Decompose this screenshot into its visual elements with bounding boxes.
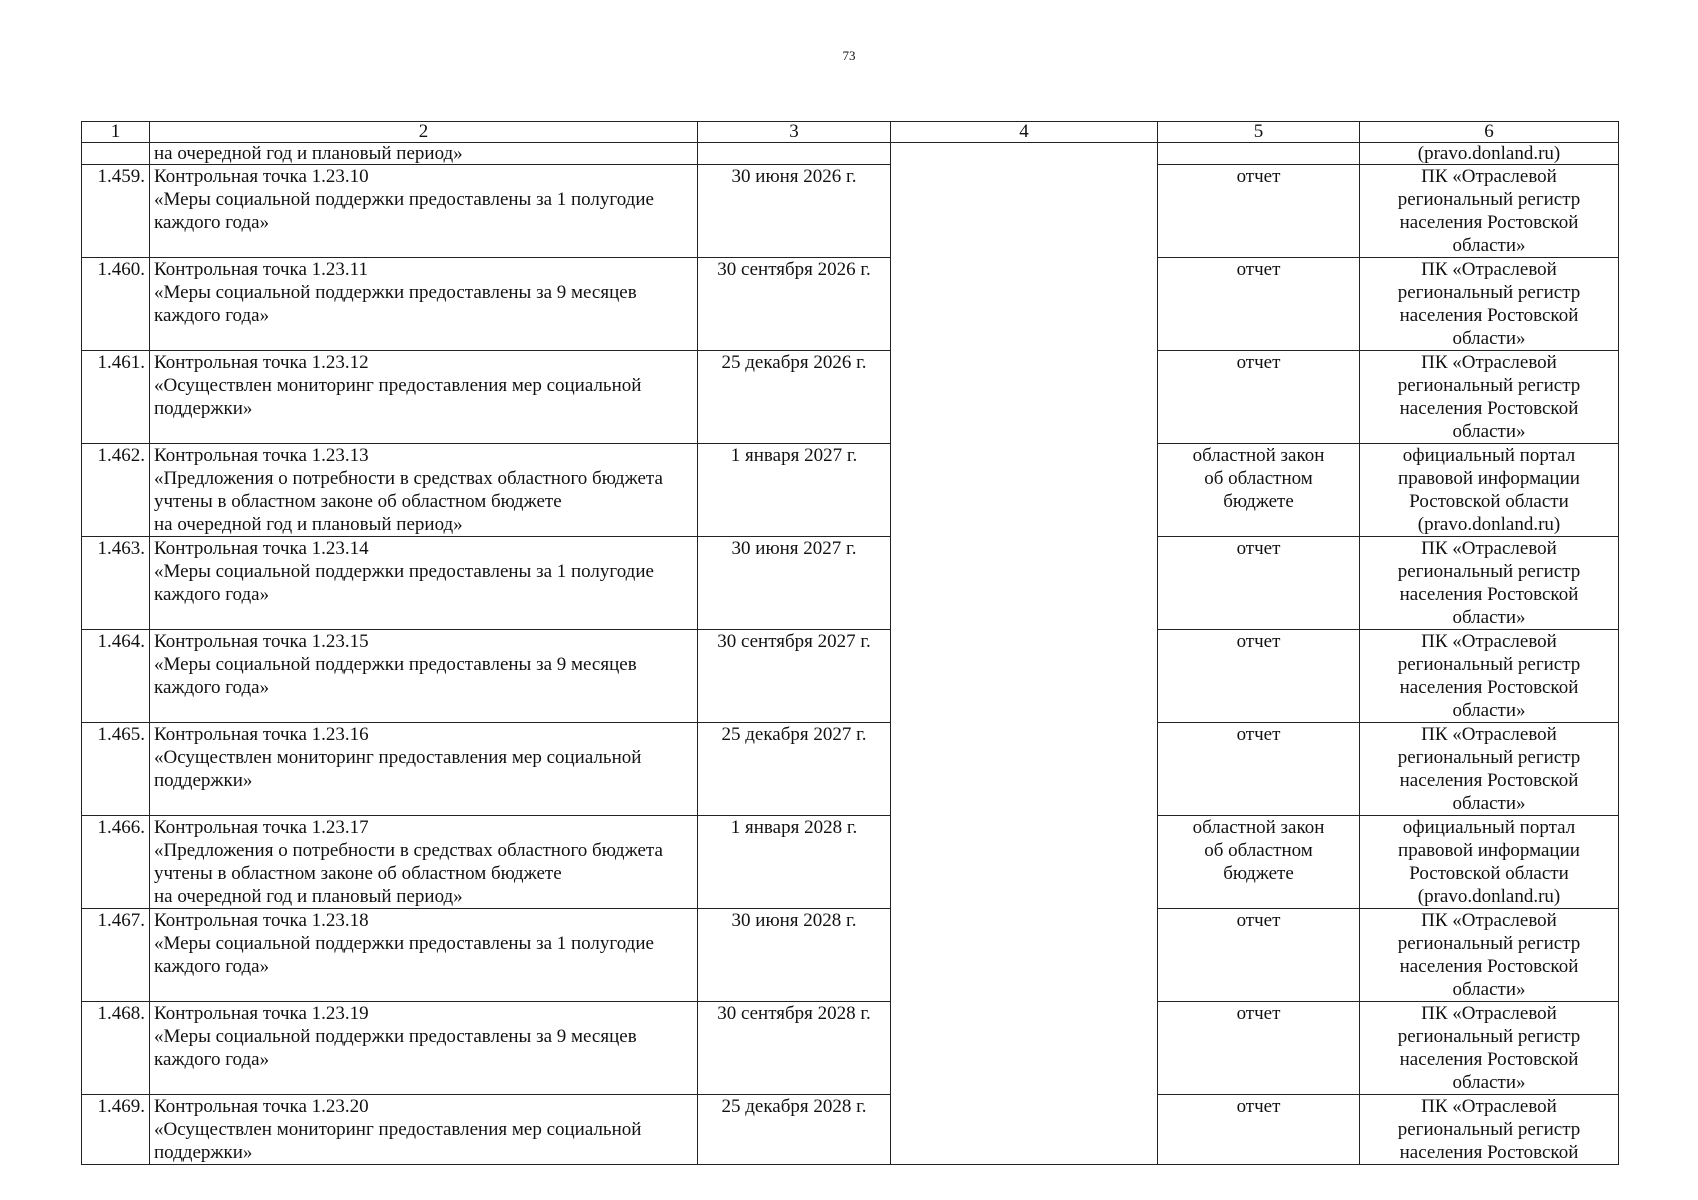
row-source-cell: ПК «Отраслевой региональный регистр населения Ростовской области»	[1360, 1002, 1619, 1095]
table-row	[82, 258, 1619, 351]
table-row	[82, 444, 1619, 537]
row-source-cell: ПК «Отраслевой региональный регистр населения Ростовской области»	[1360, 351, 1619, 444]
table-row	[82, 1095, 1619, 1165]
row-number-cell: 1.465.	[82, 723, 150, 816]
row-date-cell: 30 июня 2027 г.	[698, 537, 891, 630]
row-document-cell: областной закон об областном бюджете	[1158, 816, 1360, 909]
row-name-cell: Контрольная точка 1.23.19 «Меры социальной поддержки предоставлены за 9 месяцев каждого года»	[150, 1002, 698, 1095]
row-source-cell: ПК «Отраслевой региональный регистр населения Ростовской области»	[1360, 723, 1619, 816]
column-number: 5	[1158, 122, 1360, 143]
row-source-cell: ПК «Отраслевой региональный регистр населения Ростовской области»	[1360, 165, 1619, 258]
row-source-cell: ПК «Отраслевой региональный регистр населения Ростовской области»	[1360, 630, 1619, 723]
table-row	[82, 1002, 1619, 1095]
row-document-cell: отчет	[1158, 165, 1360, 258]
row-date-cell: 1 января 2028 г.	[698, 816, 891, 909]
row-number-cell: 1.459.	[82, 165, 150, 258]
row-number-cell: 1.461.	[82, 351, 150, 444]
row-date-cell: 30 сентября 2027 г.	[698, 630, 891, 723]
column-number: 4	[891, 122, 1158, 143]
table-row	[82, 816, 1619, 909]
row-name-cell: Контрольная точка 1.23.18 «Меры социальной поддержки предоставлены за 1 полугодие каждого года»	[150, 909, 698, 1002]
row-name-cell: Контрольная точка 1.23.11 «Меры социальной поддержки предоставлены за 9 месяцев каждого года»	[150, 258, 698, 351]
row-name-cell: Контрольная точка 1.23.10 «Меры социальной поддержки предоставлены за 1 полугодие каждого года»	[150, 165, 698, 258]
row-date-cell: 25 декабря 2026 г.	[698, 351, 891, 444]
row-number-cell: 1.460.	[82, 258, 150, 351]
row-source-cell: (pravo.donland.ru)	[1360, 143, 1619, 165]
row-source-cell: ПК «Отраслевой региональный регистр населения Ростовской области»	[1360, 258, 1619, 351]
row-document-cell: отчет	[1158, 351, 1360, 444]
column-number: 3	[698, 122, 891, 143]
table-row	[82, 165, 1619, 258]
row-date-cell: 30 сентября 2026 г.	[698, 258, 891, 351]
row-number-cell	[82, 143, 150, 165]
row-source-cell: ПК «Отраслевой региональный регистр населения Ростовской	[1360, 1095, 1619, 1165]
row-document-cell: отчет	[1158, 909, 1360, 1002]
table-row	[82, 351, 1619, 444]
row-document-cell: отчет	[1158, 258, 1360, 351]
row-name-cell: Контрольная точка 1.23.12 «Осуществлен мониторинг предоставления мер социальной поддержки»	[150, 351, 698, 444]
row-document-cell	[1158, 143, 1360, 165]
row-number-cell: 1.463.	[82, 537, 150, 630]
row-date-cell: 25 декабря 2027 г.	[698, 723, 891, 816]
row-document-cell: отчет	[1158, 537, 1360, 630]
column-number: 1	[82, 122, 150, 143]
page-number: 73	[842, 48, 856, 63]
row-date-cell: 30 июня 2028 г.	[698, 909, 891, 1002]
control-points-table	[81, 121, 1619, 1165]
row-document-cell: отчет	[1158, 723, 1360, 816]
row-name-cell: Контрольная точка 1.23.17 «Предложения о потребности в средствах областного бюджета учтены в областном законе об областном бюджете на очередной год и плановый период»	[150, 816, 698, 909]
row-date-cell: 25 декабря 2028 г.	[698, 1095, 891, 1165]
row-number-cell: 1.468.	[82, 1002, 150, 1095]
row-name-cell: Контрольная точка 1.23.14 «Меры социальной поддержки предоставлены за 1 полугодие каждого года»	[150, 537, 698, 630]
row-name-cell: Контрольная точка 1.23.15 «Меры социальной поддержки предоставлены за 9 месяцев каждого года»	[150, 630, 698, 723]
row-document-cell: отчет	[1158, 1002, 1360, 1095]
row-date-cell: 30 сентября 2028 г.	[698, 1002, 891, 1095]
row-date-cell: 1 января 2027 г.	[698, 444, 891, 537]
row-date-cell: 30 июня 2026 г.	[698, 165, 891, 258]
column-number-row	[82, 122, 1619, 143]
row-source-cell: ПК «Отраслевой региональный регистр населения Ростовской области»	[1360, 537, 1619, 630]
responsible-cell	[891, 143, 1158, 1165]
column-number: 6	[1360, 122, 1619, 143]
row-name-cell: на очередной год и плановый период»	[150, 143, 698, 165]
row-number-cell: 1.464.	[82, 630, 150, 723]
row-source-cell: ПК «Отраслевой региональный регистр населения Ростовской области»	[1360, 909, 1619, 1002]
row-source-cell: официальный портал правовой информации Ростовской области (pravo.donland.ru)	[1360, 444, 1619, 537]
row-document-cell: областной закон об областном бюджете	[1158, 444, 1360, 537]
table-row	[82, 630, 1619, 723]
row-name-cell: Контрольная точка 1.23.20 «Осуществлен мониторинг предоставления мер социальной поддержки»	[150, 1095, 698, 1165]
row-document-cell: отчет	[1158, 1095, 1360, 1165]
row-name-cell: Контрольная точка 1.23.16 «Осуществлен мониторинг предоставления мер социальной поддержки»	[150, 723, 698, 816]
table-row	[82, 909, 1619, 1002]
row-number-cell: 1.466.	[82, 816, 150, 909]
row-source-cell: официальный портал правовой информации Ростовской области (pravo.donland.ru)	[1360, 816, 1619, 909]
row-document-cell: отчет	[1158, 630, 1360, 723]
row-name-cell: Контрольная точка 1.23.13 «Предложения о потребности в средствах областного бюджета учтены в областном законе об областном бюджете на очередной год и плановый период»	[150, 444, 698, 537]
row-date-cell	[698, 143, 891, 165]
table-row	[82, 723, 1619, 816]
row-number-cell: 1.462.	[82, 444, 150, 537]
row-number-cell: 1.467.	[82, 909, 150, 1002]
continuation-row	[82, 143, 1619, 165]
row-number-cell: 1.469.	[82, 1095, 150, 1165]
table-row	[82, 537, 1619, 630]
column-number: 2	[150, 122, 698, 143]
